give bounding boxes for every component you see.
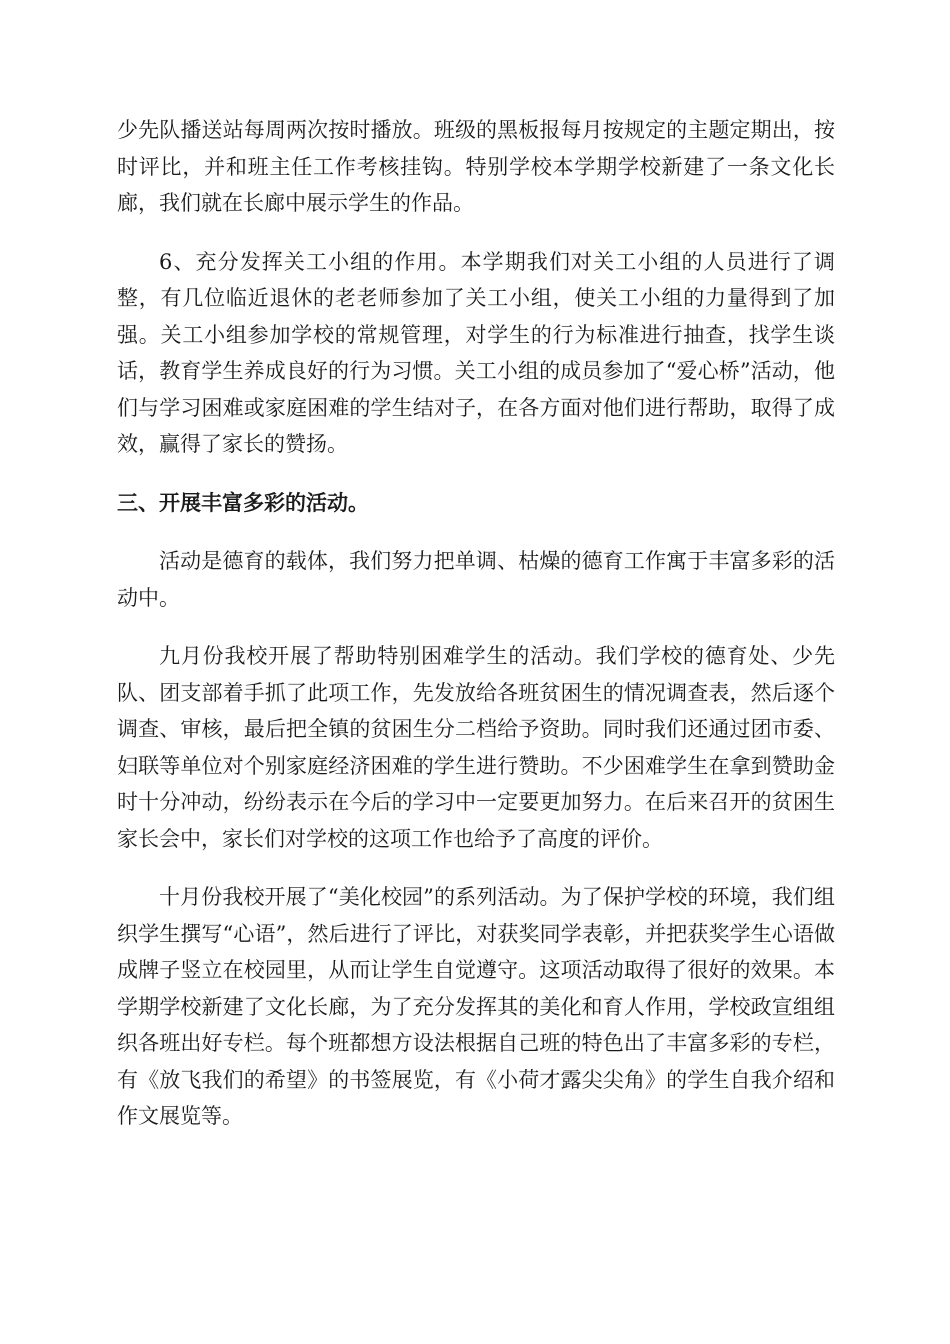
paragraph-october-activity: 十月份我校开展了“美化校园”的系列活动。为了保护学校的环境，我们组织学生撰写“心语”，然后进行了评比，对获奖同学表彰，并把获奖学生心语做成牌子竖立在校园里，从而让学生自觉遵守。这项活动取得了很好的效果。本学期学校新建了文化长廊，为了充分发挥其的美化和育人作用，学校政宣组组织各班出好专栏。每个班都想方设法根据自己班的特色出了丰富多彩的专栏，有《放飞我们的希望》的书签展览，有《小荷才露尖尖角》的学生自我介绍和作文展览等。 [117, 885, 835, 1128]
paragraph-activities-intro: 活动是德育的载体，我们努力把单调、枯燥的德育工作寓于丰富多彩的活动中。 [117, 549, 835, 610]
paragraph-continuation: 少先队播送站每周两次按时播放。班级的黑板报每月按规定的主题定期出，按时评比，并和班主任工作考核挂钩。特别学校本学期学校新建了一条文化长廊，我们就在长廊中展示学生的作品。 [117, 118, 835, 215]
paragraph-september-activity: 九月份我校开展了帮助特别困难学生的活动。我们学校的德育处、少先队、团支部着手抓了此项工作，先发放给各班贫困生的情况调查表，然后逐个调查、审核，最后把全镇的贫困生分二档给予资助。同时我们还通过团市委、妇联等单位对个别家庭经济困难的学生进行赞助。不少困难学生在拿到赞助金时十分冲动，纷纷表示在今后的学习中一定要更加努力。在后来召开的贫困生家长会中，家长们对学校的这项工作也给予了高度的评价。 [117, 644, 835, 851]
paragraph-guan-gong-group: 6、充分发挥关工小组的作用。本学期我们对关工小组的人员进行了调整，有几位临近退休的老老师参加了关工小组，使关工小组的力量得到了加强。关工小组参加学校的常规管理，对学生的行为标准进行抽查，找学生谈话，教育学生养成良好的行为习惯。关工小组的成员参加了“爱心桥”活动，他们与学习困难或家庭困难的学生结对子，在各方面对他们进行帮助，取得了成效，赢得了家长的赞扬。 [117, 249, 835, 456]
document-body [117, 112, 835, 1157]
section-heading: 三、开展丰富多彩的活动。 [117, 490, 369, 515]
